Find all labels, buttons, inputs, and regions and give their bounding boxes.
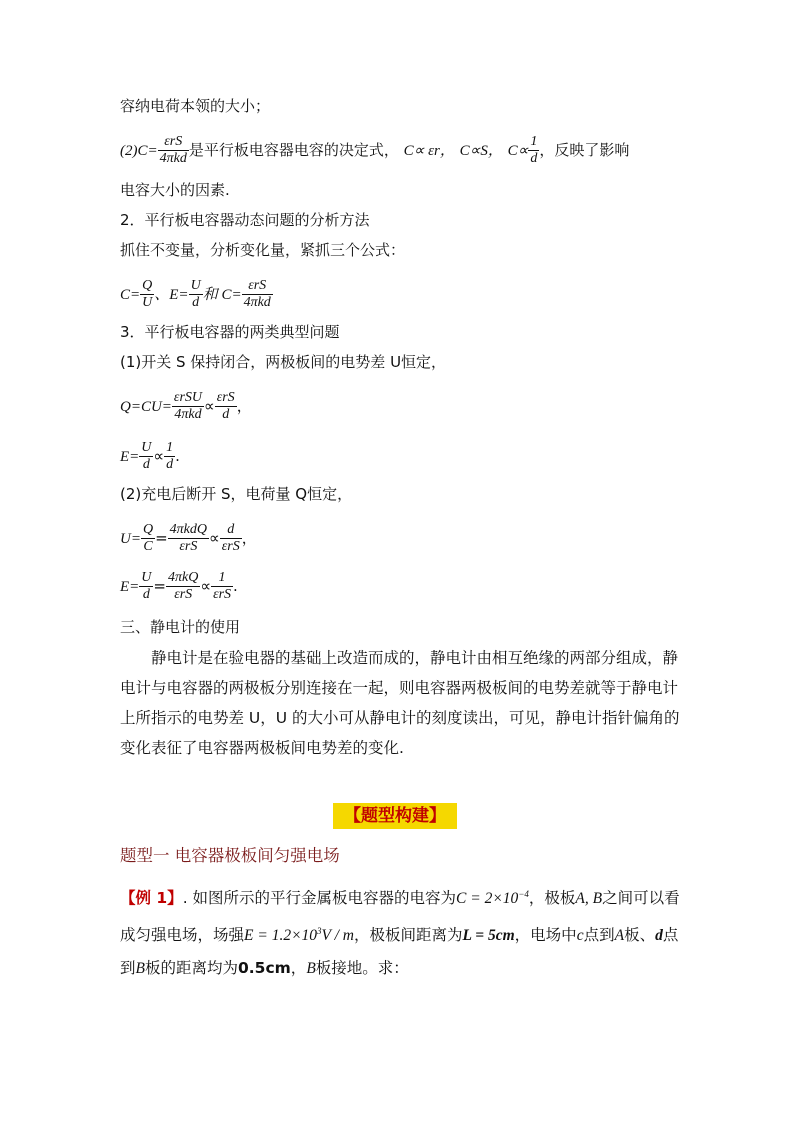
formula-line: (2)C= $\frac{\text{εrS}}{\text{4πkd}}$ 是平行板电容器电容的决定式， C∝ εr， C∝S， C∝ $\frac{1}{d}$ ，反映了影响 [120, 134, 630, 166]
section-heading: 2．平行板电容器动态问题的分析方法 [120, 211, 370, 229]
text-line: (1)开关 S 保持闭合，两极板间的电势差 U恒定， [120, 353, 447, 371]
type-title: 题型一 电容器极板间匀强电场 [120, 846, 340, 865]
section-heading: 3．平行板电容器的两类典型问题 [120, 323, 340, 341]
section-heading: 三、静电计的使用 [120, 618, 241, 636]
fraction: $\frac{1}{d}$ [530, 134, 538, 166]
text-line: 电容大小的因素. [120, 181, 230, 199]
section-banner: 【题型构建】 [333, 803, 457, 829]
formula-line: E= $\frac{U}{d}$ = $\frac{\text{4πkQ}}{\text{εrS}}$ ∝ $\frac{1}{\text{εrS}}$ . [120, 570, 238, 602]
formula-line: C= $\frac{Q}{U}$ 、E= $\frac{U}{d}$ 和 C= $\frac{\text{εrS}}{\text{4πkd}}$ [120, 278, 271, 310]
text-line: (2)充电后断开 S，电荷量 Q恒定， [120, 485, 353, 503]
formula-line: E= $\frac{U}{d}$ ∝ $\frac{1}{d}$ . [120, 440, 180, 472]
formula-line: U= $\frac{Q}{C}$ = $\frac{\text{4πkdQ}}{\text{εrS}}$ ∝ $\frac{d}{\text{εrS}}$ ， [120, 522, 257, 554]
text-line: 抓住不变量，分析变化量，紧抓三个公式： [120, 241, 406, 259]
example-problem: 【例 1】. 如图所示的平行金属板电容器的电容为$C = 2\times 10^{-4}$，极板A, B之间可以看成匀强电场，场强$E = 1.2\times 10^3V / m$，极板间距离为L = 5cm，电场中c点到A板、d点到B板的距离均为0.5cm，B板接地。求： [120, 889, 680, 978]
paragraph: 静电计是在验电器的基础上改造而成的，静电计由相互绝缘的两部分组成，静电计与电容器的两极板分别连接在一起，则电容器两极板间的电势差就等于静电计上所指示的电势差 U，U 的大小可从静电计的刻度读出，可见，静电计指针偏角的变化表征了电容器两极板间电势差的变化. [120, 649, 680, 757]
example-label: 【例 1】 [120, 889, 183, 908]
formula-line: Q=CU= $\frac{\text{εrSU}}{\text{4πkd}}$ ∝ $\frac{\text{εrS}}{d}$ ， [120, 390, 252, 422]
fraction: $\frac{\text{εrS}}{\text{4πkd}}$ [159, 134, 187, 166]
text-line: 容纳电荷本领的大小； [120, 97, 271, 115]
